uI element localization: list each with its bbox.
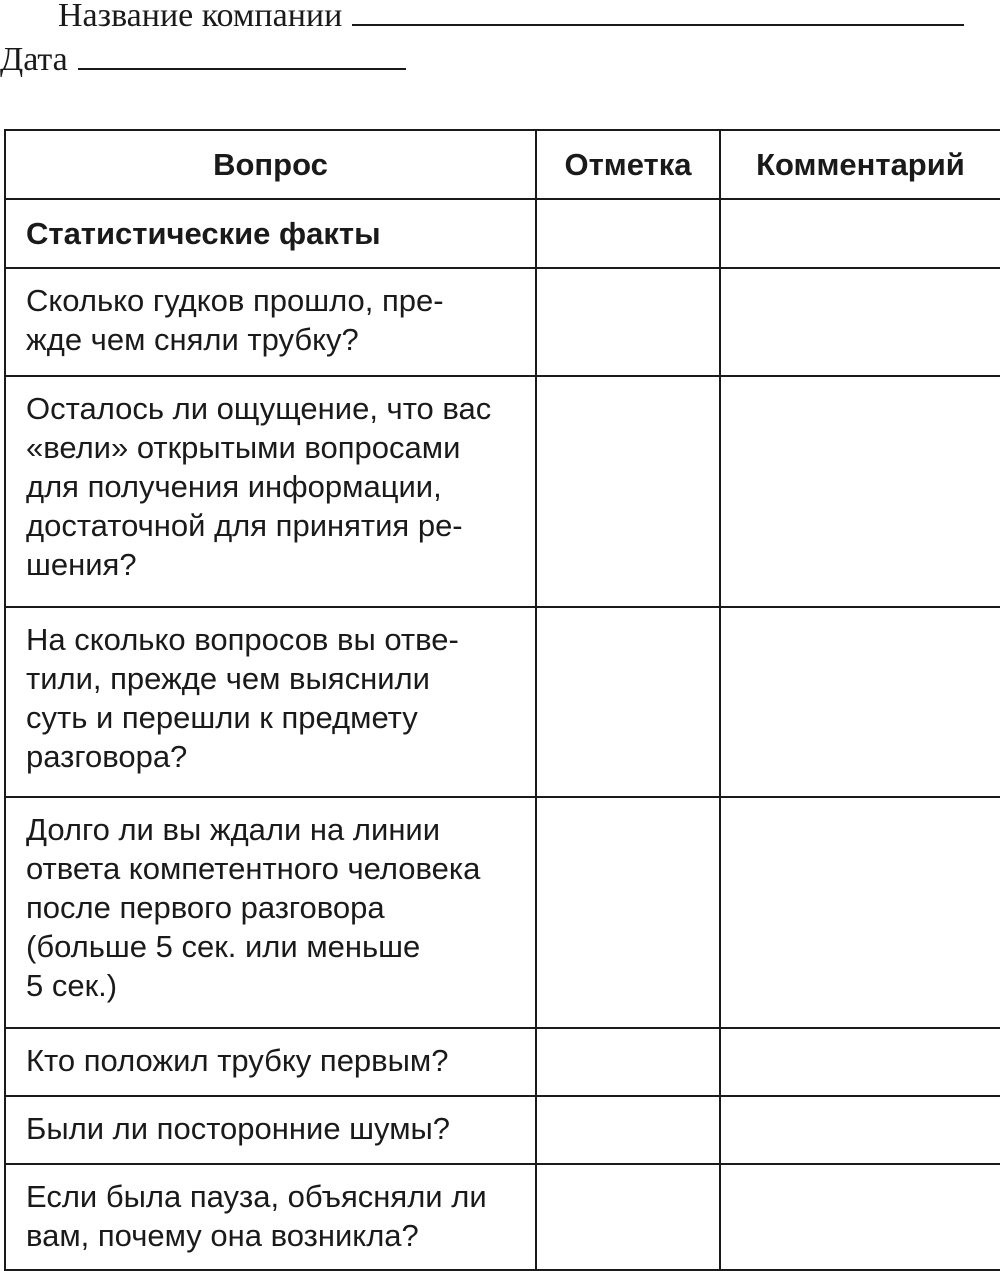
date-line <box>0 40 406 80</box>
section-row <box>5 199 1000 268</box>
table-header-row <box>5 130 1000 199</box>
table-row <box>5 797 1000 1028</box>
mark-cell[interactable] <box>536 199 720 268</box>
table-row <box>5 376 1000 607</box>
question-text-line: вам, почему она возникла? <box>26 1218 419 1253</box>
section-title-cell <box>5 199 536 268</box>
comment-cell[interactable] <box>720 1096 1000 1164</box>
question-text-line: (больше 5 сек. или меньше <box>26 929 421 964</box>
question-text-line: 5 сек.) <box>26 968 118 1003</box>
question-text-line: Если была пауза, объясняли ли <box>26 1179 487 1214</box>
table-row <box>5 1164 1000 1270</box>
mark-cell[interactable] <box>536 1096 720 1164</box>
question-cell <box>5 1028 536 1096</box>
table-row <box>5 607 1000 797</box>
company-name-blank[interactable] <box>352 0 964 26</box>
question-text-line: ответа компетентного человека <box>26 851 481 886</box>
question-text-line: жде чем сняли трубку? <box>26 322 359 357</box>
comment-cell[interactable] <box>720 1164 1000 1270</box>
mark-cell[interactable] <box>536 1164 720 1270</box>
company-name-label: Название компании <box>58 0 343 34</box>
question-text-line: Были ли посторонние шумы? <box>26 1111 451 1146</box>
question-text-line: Долго ли вы ждали на линии <box>26 812 441 847</box>
company-name-line <box>58 0 964 36</box>
question-text-line: тили, прежде чем выяснили <box>26 661 430 696</box>
question-text-line: Сколько гудков прошло, пре- <box>26 283 444 318</box>
question-text-line: Осталось ли ощущение, что вас <box>26 391 492 426</box>
question-text-line: «вели» открытыми вопросами <box>26 430 461 465</box>
question-text-line: Статистические факты <box>26 216 381 251</box>
question-text-line: разговора? <box>26 739 188 774</box>
question-text-line: после первого разговора <box>26 890 385 925</box>
question-cell <box>5 268 536 376</box>
question-cell <box>5 376 536 607</box>
mark-cell[interactable] <box>536 797 720 1028</box>
comment-cell[interactable] <box>720 1028 1000 1096</box>
question-text-line: достаточной для принятия ре- <box>26 508 463 543</box>
question-text-line: шения? <box>26 547 137 582</box>
question-text-line: Кто положил трубку первым? <box>26 1043 449 1078</box>
column-header-comment: Комментарий <box>720 130 1000 199</box>
table-row <box>5 1028 1000 1096</box>
comment-cell[interactable] <box>720 199 1000 268</box>
checklist-table <box>4 129 1000 1271</box>
column-header-mark: Отметка <box>536 130 720 199</box>
question-cell <box>5 1164 536 1270</box>
question-cell <box>5 797 536 1028</box>
table-body <box>5 199 1000 1270</box>
date-label: Дата <box>0 41 68 78</box>
date-blank[interactable] <box>78 42 406 70</box>
mark-cell[interactable] <box>536 376 720 607</box>
comment-cell[interactable] <box>720 607 1000 797</box>
question-text-line: для получения информации, <box>26 469 442 504</box>
table-row <box>5 268 1000 376</box>
column-header-question: Вопрос <box>5 130 536 199</box>
comment-cell[interactable] <box>720 797 1000 1028</box>
comment-cell[interactable] <box>720 376 1000 607</box>
question-text-line: На сколько вопросов вы отве- <box>26 622 459 657</box>
mark-cell[interactable] <box>536 607 720 797</box>
question-text-line: суть и перешли к предмету <box>26 700 418 735</box>
mark-cell[interactable] <box>536 1028 720 1096</box>
table-row <box>5 1096 1000 1164</box>
comment-cell[interactable] <box>720 268 1000 376</box>
question-cell <box>5 607 536 797</box>
mark-cell[interactable] <box>536 268 720 376</box>
question-cell <box>5 1096 536 1164</box>
